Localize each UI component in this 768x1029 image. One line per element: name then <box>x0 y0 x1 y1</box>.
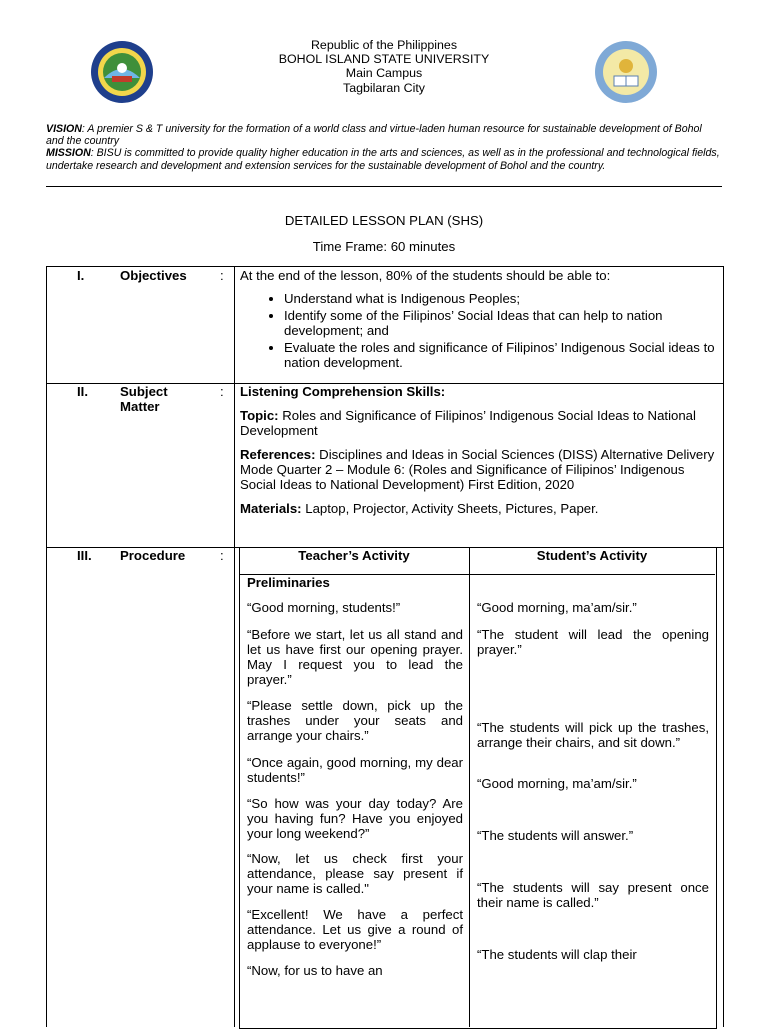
objectives-row <box>47 267 723 384</box>
subject-skill: Listening Comprehension Skills: <box>240 384 446 399</box>
student-line: “The students will answer.” <box>477 828 634 843</box>
vision-label: VISION <box>46 123 82 135</box>
student-line: “The student will lead the opening prayer.” <box>477 627 709 657</box>
objectives-number: I. <box>77 268 85 283</box>
teacher-line: “Once again, good morning, my dear students!” <box>247 755 463 785</box>
topic-label: Topic: <box>240 408 279 423</box>
teacher-line: “Now, let us check first your attendance, please say present if your name is called." <box>247 851 463 896</box>
subject-references <box>240 447 718 492</box>
references-label: References: <box>240 447 316 462</box>
student-line: “Good morning, ma’am/sir.” <box>477 776 637 791</box>
teacher-activity-header: Teacher’s Activity <box>298 548 410 563</box>
student-line: “The students will pick up the trashes, arrange their chairs, and sit down.” <box>477 720 709 750</box>
teacher-line: “Good morning, students!” <box>247 600 401 615</box>
vision-mission <box>46 123 722 172</box>
subject-number: II. <box>77 384 88 399</box>
objective-item: • Evaluate the roles and significance of Filipinos’ Indigenous Social ideas to nation development. <box>284 340 718 370</box>
materials-label: Materials: <box>240 501 302 516</box>
objectives-content <box>240 268 718 372</box>
student-activity-header: Student’s Activity <box>536 548 648 563</box>
subject-colon: : <box>220 384 224 399</box>
objectives-label: Objectives <box>120 268 187 283</box>
teacher-line: “So how was your day today? Are you having fun? Have you enjoyed your long weekend?” <box>247 796 463 841</box>
teacher-line: “Please settle down, pick up the trashes under your seats and arrange your chairs.” <box>247 698 463 743</box>
subject-content <box>240 384 718 516</box>
column-divider <box>234 267 235 1027</box>
procedure-number: III. <box>77 548 92 563</box>
activity-column-divider <box>469 547 470 1027</box>
references-text: Disciplines and Ideas in Social Sciences (DISS) Alternative Delivery Mode Quarter 2 – Module 6: (Roles and Significance of Filipinos’ Indigenous Social Ideas to National Development) First Edition, 2020 <box>240 447 715 492</box>
header-divider <box>46 186 722 187</box>
vision-text: : A premier S & T university for the formation of a world class and virtue-laden human resource for sustainable development of Bohol and the country <box>46 123 702 148</box>
student-line: “The students will clap their <box>477 947 637 962</box>
objective-item: • Understand what is Indigenous Peoples; <box>284 291 718 306</box>
objectives-intro: At the end of the lesson, 80% of the students should be able to: <box>240 268 611 283</box>
student-line: “The students will say present once their name is called.” <box>477 880 709 910</box>
mission-label: MISSION <box>46 147 91 160</box>
materials-text: Laptop, Projector, Activity Sheets, Pictures, Paper. <box>301 501 599 516</box>
procedure-label: Procedure <box>120 548 186 563</box>
teacher-line: “Now, for us to have an <box>247 963 383 978</box>
subject-topic <box>240 408 718 438</box>
objectives-colon: : <box>220 268 224 283</box>
preliminaries-heading: Preliminaries <box>247 575 330 590</box>
procedure-colon: : <box>220 548 224 563</box>
document-title: DETAILED LESSON PLAN (SHS) <box>284 213 484 228</box>
mission-text: : BISU is committed to provide quality higher education in the arts and sciences, as well as in the professional and technological fields, undertake research and development and extension services for the sustainable development of Bohol and the country. <box>46 147 720 172</box>
topic-text: Roles and Significance of Filipinos’ Indigenous Social Ideas to National Development <box>240 408 696 438</box>
header-city: Tagbilaran City <box>343 80 425 95</box>
vision-statement <box>46 123 722 147</box>
time-frame: Time Frame: 60 minutes <box>312 239 456 254</box>
institution-header <box>0 38 768 95</box>
header-country: Republic of the Philippines <box>310 38 458 52</box>
student-line: “Good morning, ma’am/sir.” <box>477 600 637 615</box>
objectives-list <box>240 291 718 370</box>
objective-item: • Identify some of the Filipinos’ Social Ideas that can help to nation development; and <box>284 308 718 338</box>
header-university: BOHOL ISLAND STATE UNIVERSITY <box>278 52 490 67</box>
header-campus: Main Campus <box>345 66 423 81</box>
teacher-line: “Before we start, let us all stand and let us have first our opening prayer. May I request you to lead the prayer.” <box>247 627 463 687</box>
subject-materials <box>240 501 718 516</box>
mission-statement <box>46 147 722 171</box>
teacher-line: “Excellent! We have a perfect attendance. Let us give a round of applause to everyone!” <box>247 907 463 952</box>
subject-matter-row <box>47 383 723 548</box>
subject-label: Subject Matter <box>120 384 168 414</box>
